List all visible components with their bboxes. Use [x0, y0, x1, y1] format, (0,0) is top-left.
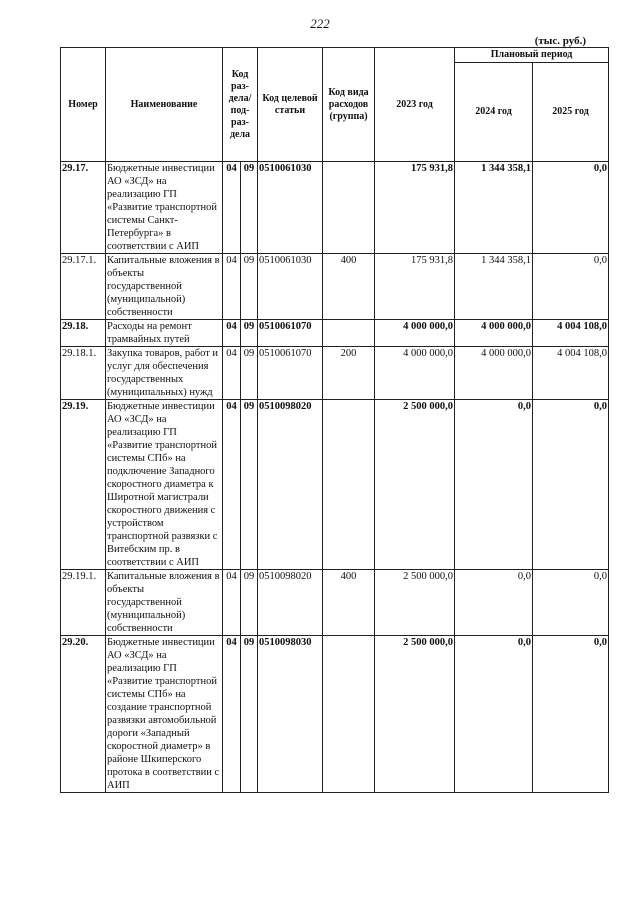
table-row	[61, 636, 609, 793]
header-year-2024: 2024 год	[455, 63, 533, 162]
row-target: 0510098020	[258, 570, 323, 636]
row-expense-type	[323, 400, 375, 570]
row-2025: 4 004 108,0	[533, 347, 609, 400]
row-section: 04	[223, 162, 241, 254]
row-expense-type: 400	[323, 570, 375, 636]
budget-table	[60, 47, 609, 793]
table-row	[61, 400, 609, 570]
row-name: Бюджетные инвестиции АО «ЗСД» на реализацию ГП «Развитие транспортной системы СПб» на подключение Западного скоростного диаметра к Широтной магистрали скоростного движения с устройством транспортной развязки с Витебским пр. в соответствии с АИП	[106, 400, 223, 570]
row-2024: 0,0	[455, 570, 533, 636]
header-section-code: Код раз-дела/ под-раз-дела	[223, 48, 258, 162]
row-expense-type	[323, 636, 375, 793]
row-2023: 2 500 000,0	[375, 570, 455, 636]
row-2023: 2 500 000,0	[375, 400, 455, 570]
row-2024: 0,0	[455, 400, 533, 570]
page-number: 222	[310, 16, 330, 31]
row-number: 29.19.	[61, 400, 106, 570]
row-2025: 4 004 108,0	[533, 320, 609, 347]
row-2024: 1 344 358,1	[455, 162, 533, 254]
row-2025: 0,0	[533, 636, 609, 793]
row-name: Бюджетные инвестиции АО «ЗСД» на реализацию ГП «Развитие транспортной системы СПб» на создание транспортной развязки автомобильной дороги «Западный скоростной диаметр» в районе Шкиперского протока в соответствии с АИП	[106, 636, 223, 793]
row-2025: 0,0	[533, 254, 609, 320]
row-name: Бюджетные инвестиции АО «ЗСД» на реализацию ГП «Развитие транспортной системы Санкт-Петербурга» в соответствии с АИП	[106, 162, 223, 254]
row-number: 29.17.	[61, 162, 106, 254]
row-2024: 1 344 358,1	[455, 254, 533, 320]
row-target: 0510061030	[258, 162, 323, 254]
row-number: 29.20.	[61, 636, 106, 793]
row-2023: 2 500 000,0	[375, 636, 455, 793]
row-expense-type: 400	[323, 254, 375, 320]
row-target: 0510098020	[258, 400, 323, 570]
row-subsection: 09	[241, 254, 258, 320]
header-target-code: Код целевой статьи	[258, 48, 323, 162]
row-number: 29.17.1.	[61, 254, 106, 320]
row-section: 04	[223, 570, 241, 636]
row-2025: 0,0	[533, 570, 609, 636]
header-year-2023: 2023 год	[375, 48, 455, 162]
row-target: 0510061070	[258, 320, 323, 347]
row-number: 29.18.1.	[61, 347, 106, 400]
row-subsection: 09	[241, 636, 258, 793]
row-section: 04	[223, 400, 241, 570]
table-row	[61, 320, 609, 347]
row-name: Расходы на ремонт трамвайных путей	[106, 320, 223, 347]
table-row	[61, 254, 609, 320]
table-row	[61, 162, 609, 254]
row-subsection: 09	[241, 162, 258, 254]
row-2024: 4 000 000,0	[455, 347, 533, 400]
row-name: Закупка товаров, работ и услуг для обеспечения государственных (муниципальных) нужд	[106, 347, 223, 400]
header-number: Номер	[61, 48, 106, 162]
row-subsection: 09	[241, 347, 258, 400]
table-row	[61, 570, 609, 636]
row-name: Капитальные вложения в объекты государственной (муниципальной) собственности	[106, 254, 223, 320]
row-section: 04	[223, 320, 241, 347]
row-section: 04	[223, 636, 241, 793]
row-expense-type	[323, 320, 375, 347]
row-expense-type: 200	[323, 347, 375, 400]
row-subsection: 09	[241, 320, 258, 347]
header-year-2025: 2025 год	[533, 63, 609, 162]
row-2025: 0,0	[533, 400, 609, 570]
row-2023: 4 000 000,0	[375, 347, 455, 400]
units-label: (тыс. руб.)	[534, 35, 586, 47]
row-subsection: 09	[241, 570, 258, 636]
row-2024: 0,0	[455, 636, 533, 793]
row-number: 29.18.	[61, 320, 106, 347]
row-2023: 175 931,8	[375, 254, 455, 320]
row-2023: 175 931,8	[375, 162, 455, 254]
header-name: Наименование	[106, 48, 223, 162]
row-number: 29.19.1.	[61, 570, 106, 636]
row-expense-type	[323, 162, 375, 254]
row-2025: 0,0	[533, 162, 609, 254]
table-row	[61, 347, 609, 400]
row-2024: 4 000 000,0	[455, 320, 533, 347]
row-target: 0510061070	[258, 347, 323, 400]
row-2023: 4 000 000,0	[375, 320, 455, 347]
header-plan-period: Плановый период	[455, 48, 609, 63]
row-target: 0510061030	[258, 254, 323, 320]
row-name: Капитальные вложения в объекты государственной (муниципальной) собственности	[106, 570, 223, 636]
row-subsection: 09	[241, 400, 258, 570]
row-section: 04	[223, 254, 241, 320]
header-expense-type: Код вида расходов (группа)	[323, 48, 375, 162]
row-target: 0510098030	[258, 636, 323, 793]
row-section: 04	[223, 347, 241, 400]
